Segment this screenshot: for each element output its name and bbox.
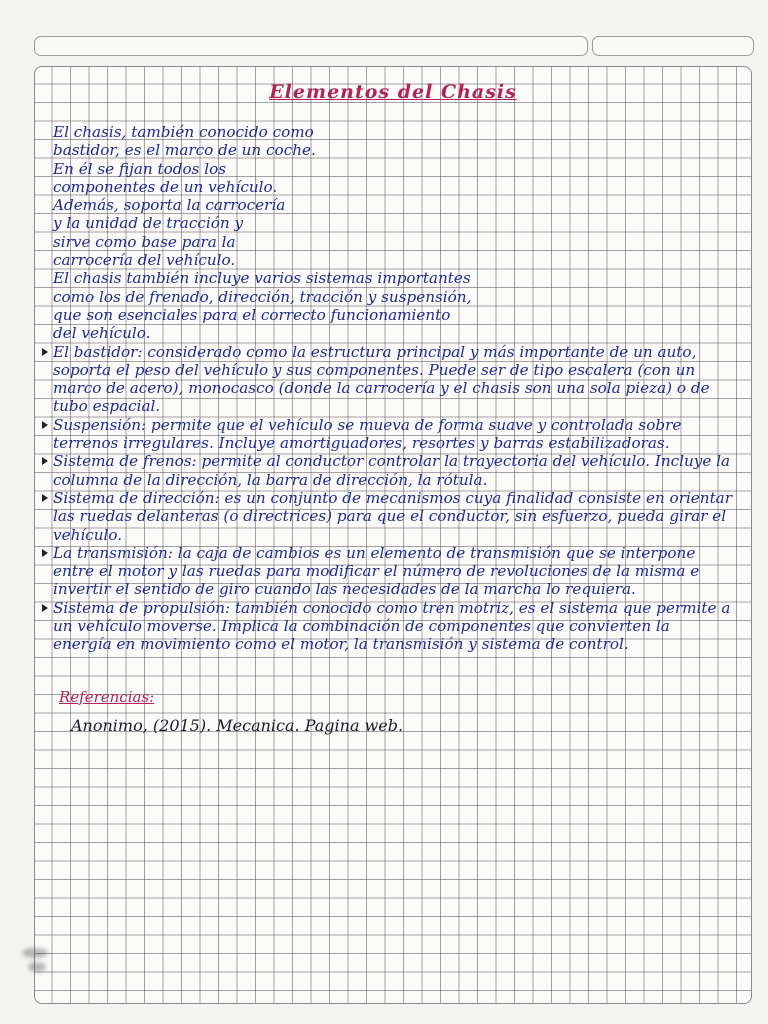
intro-line: que son esenciales para el correcto funcionamiento — [53, 305, 451, 324]
list-item-propulsion — [53, 599, 733, 654]
intro-line: bastidor, es el marco de un coche. — [53, 141, 316, 160]
list-item-frenos — [53, 452, 733, 489]
grid-paper-sheet — [34, 66, 752, 1004]
header-field-left — [34, 36, 588, 56]
list-item-text: Sistema de dirección: es un conjunto de mecanismos cuya finalidad consiste en orientar las ruedas delanteras (o directrices) para que el conductor, sin esfuerzo, pueda girar el vehículo. — [53, 488, 732, 544]
list-item-text: La transmisión: la caja de cambios es un elemento de transmisión que se interpone entre el motor y las ruedas para modificar el número de revoluciones de la misma e invertir el sentido de giro cuando las necesidades de la marcha lo requiera. — [53, 543, 700, 599]
list-item-suspension — [53, 416, 733, 453]
arrow-bullet-icon — [42, 348, 48, 356]
intro-line: carrocería del vehículo. — [53, 251, 236, 270]
ink-smudge — [28, 962, 46, 972]
page-title: Elementos del Chasis — [269, 81, 517, 103]
arrow-bullet-icon — [42, 457, 48, 465]
list-item-transmision — [53, 544, 733, 599]
intro-line: Además, soporta la carrocería — [53, 196, 286, 215]
arrow-bullet-icon — [42, 549, 48, 557]
ink-smudge — [22, 948, 48, 958]
list-item-text: Sistema de propulsión: también conocido como tren motriz, es el sistema que permite a un vehículo moverse. Implica la combinación de componentes que convierten la energía en movimiento como el motor, la transmisión y sistema de control. — [53, 598, 731, 654]
intro-line: sirve como base para la — [53, 232, 236, 251]
arrow-bullet-icon — [42, 421, 48, 429]
intro-line: componentes de un vehículo. — [53, 177, 278, 196]
header-field-right — [592, 36, 754, 56]
arrow-bullet-icon — [42, 494, 48, 502]
list-item-text: Sistema de frenos: permite al conductor controlar la trayectoria del vehículo. Incluye la columna de la dirección, la barra de dirección, la rótula. — [53, 452, 731, 489]
reference-entry: Anonimo, (2015). Mecanica. Pagina web. — [71, 715, 404, 735]
list-item-direccion — [53, 489, 733, 544]
intro-paragraph — [53, 123, 733, 343]
list-item-bastidor — [53, 343, 733, 416]
intro-line: El chasis también incluye varios sistemas importantes — [53, 269, 471, 288]
list-item-text: El bastidor: considerado como la estructura principal y más importante de un auto, soporta el peso del vehículo y sus componentes. Puede ser de tipo escalera (con un marco de acero), monocasco (donde la carrocería y el chasis son una sola pieza) o de tubo espacial. — [53, 342, 710, 416]
element-list — [53, 343, 733, 654]
intro-line: del vehículo. — [53, 324, 151, 343]
intro-line: como los de frenado, dirección, tracción y suspensión, — [53, 287, 472, 306]
intro-line: El chasis, también conocido como — [53, 123, 314, 141]
intro-line: y la unidad de tracción y — [53, 214, 244, 233]
arrow-bullet-icon — [42, 604, 48, 612]
handwritten-notes — [53, 79, 733, 736]
intro-line: En él se fijan todos los — [53, 159, 227, 178]
references-title: Referencias: — [59, 687, 155, 706]
list-item-text: Suspensión: permite que el vehículo se mueva de forma suave y controlada sobre terrenos irregulares. Incluye amortiguadores, resortes y barras estabilizadoras. — [53, 415, 682, 453]
